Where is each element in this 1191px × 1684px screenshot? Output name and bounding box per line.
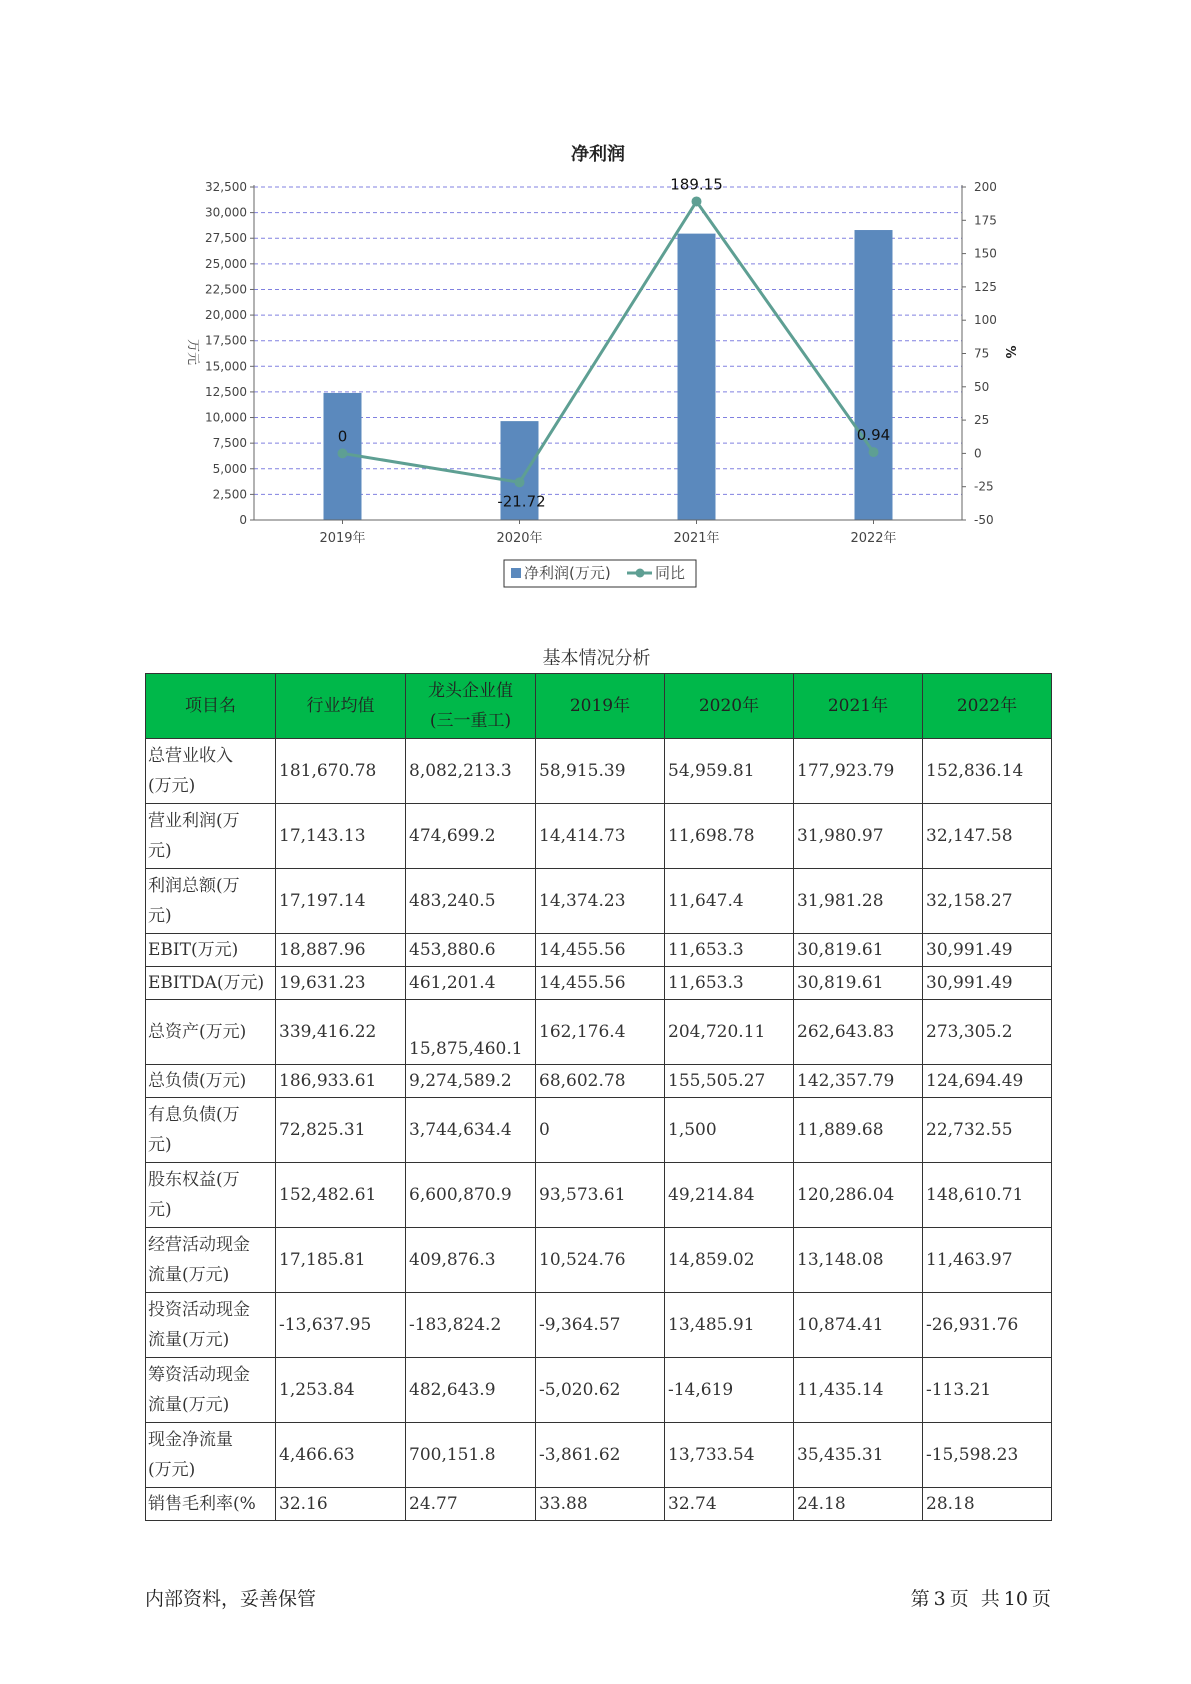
value-cell: 31,981.28 [794, 869, 923, 934]
row-label-cell: 总资产(万元) [146, 1000, 276, 1065]
footer-confidential-note: 内部资料，妥善保管 [145, 1588, 317, 1610]
value-cell: 15,875,460.1 [406, 1000, 536, 1065]
page-total: 10 [1003, 1588, 1028, 1610]
value-cell: 339,416.22 [276, 1000, 406, 1065]
row-label-cell: 股东权益(万 元) [146, 1163, 276, 1228]
row-label-cell: 销售毛利率(% [146, 1488, 276, 1521]
value-cell: 24.18 [794, 1488, 923, 1521]
row-label-cell: 利润总额(万 元) [146, 869, 276, 934]
yoy-point [338, 448, 348, 458]
table-body [146, 739, 1052, 1521]
y2-tick-label: 0 [974, 446, 982, 461]
y2-tick-label: 100 [974, 313, 997, 328]
row-label-cell: 现金净流量 (万元) [146, 1423, 276, 1488]
data-label: 0 [337, 427, 348, 446]
table-row [146, 869, 1052, 934]
value-cell: 32,147.58 [923, 804, 1052, 869]
value-cell: 93,573.61 [536, 1163, 665, 1228]
value-cell: 148,610.71 [923, 1163, 1052, 1228]
row-label-cell: EBIT(万元) [146, 934, 276, 967]
yoy-point [692, 196, 702, 206]
value-cell: 483,240.5 [406, 869, 536, 934]
value-cell: 142,357.79 [794, 1065, 923, 1098]
chart-line [338, 175, 891, 510]
chart-title: 净利润 [571, 144, 625, 165]
value-cell: 9,274,589.2 [406, 1065, 536, 1098]
header-cell: 行业均值 [276, 674, 406, 739]
y-tick-label: 22,500 [205, 282, 247, 297]
value-cell: 11,698.78 [665, 804, 794, 869]
value-cell: 30,991.49 [923, 934, 1052, 967]
x-tick-label: 2020年 [496, 531, 543, 546]
value-cell: -26,931.76 [923, 1293, 1052, 1358]
value-cell: 30,991.49 [923, 967, 1052, 1000]
value-cell: -13,637.95 [276, 1293, 406, 1358]
value-cell: 14,455.56 [536, 967, 665, 1000]
value-cell: 17,185.81 [276, 1228, 406, 1293]
value-cell: 72,825.31 [276, 1098, 406, 1163]
legend-line-marker [636, 569, 645, 578]
value-cell: 0 [536, 1098, 665, 1163]
x-tick-label: 2019年 [319, 531, 366, 546]
value-cell: 10,874.41 [794, 1293, 923, 1358]
y2-tick-label: 150 [974, 246, 997, 261]
y-tick-label: 2,500 [212, 487, 247, 502]
header-cell: 2019年 [536, 674, 665, 739]
value-cell: 14,374.23 [536, 869, 665, 934]
row-label-cell: 筹资活动现金 流量(万元) [146, 1358, 276, 1423]
row-label-cell: 营业利润(万 元) [146, 804, 276, 869]
value-cell: -3,861.62 [536, 1423, 665, 1488]
value-cell: 409,876.3 [406, 1228, 536, 1293]
value-cell: 1,253.84 [276, 1358, 406, 1423]
value-cell: 24.77 [406, 1488, 536, 1521]
value-cell: 155,505.27 [665, 1065, 794, 1098]
x-tick-label: 2021年 [673, 531, 720, 546]
value-cell: 17,197.14 [276, 869, 406, 934]
y-tick-label: 12,500 [205, 384, 247, 399]
value-cell: 120,286.04 [794, 1163, 923, 1228]
value-cell: -14,619 [665, 1358, 794, 1423]
value-cell: 13,148.08 [794, 1228, 923, 1293]
data-label: -21.72 [497, 492, 546, 511]
data-label: 189.15 [670, 175, 723, 194]
header-cell: 龙头企业值 (三一重工) [406, 674, 536, 739]
y2-tick-label: 50 [974, 379, 990, 394]
value-cell: 14,859.02 [665, 1228, 794, 1293]
y2-tick-label: 25 [974, 413, 990, 428]
value-cell: 11,889.68 [794, 1098, 923, 1163]
y-axis-label: 万元 [185, 338, 200, 366]
y2-tick-label: 200 [974, 180, 997, 194]
value-cell: 6,600,870.9 [406, 1163, 536, 1228]
value-cell: 152,836.14 [923, 739, 1052, 804]
header-cell: 项目名 [146, 674, 276, 739]
bar [855, 230, 893, 520]
table-row [146, 967, 1052, 1000]
value-cell: 58,915.39 [536, 739, 665, 804]
value-cell: 30,819.61 [794, 934, 923, 967]
value-cell: 8,082,213.3 [406, 739, 536, 804]
value-cell: -5,020.62 [536, 1358, 665, 1423]
value-cell: 3,744,634.4 [406, 1098, 536, 1163]
footer-page-indicator [907, 1584, 1051, 1611]
value-cell: 11,647.4 [665, 869, 794, 934]
value-cell: 162,176.4 [536, 1000, 665, 1065]
y-tick-label: 17,500 [205, 333, 247, 348]
value-cell: 474,699.2 [406, 804, 536, 869]
y-tick-label: 10,000 [205, 410, 247, 425]
y2-tick-label: 175 [974, 213, 997, 228]
table-row [146, 1488, 1052, 1521]
yoy-point [515, 477, 525, 487]
y-tick-label: 7,500 [212, 436, 247, 451]
table-caption: 基本情况分析 [542, 648, 651, 669]
y2-axis-label: % [1002, 345, 1017, 359]
value-cell: 11,653.3 [665, 934, 794, 967]
value-cell: 19,631.23 [276, 967, 406, 1000]
table-row [146, 934, 1052, 967]
value-cell: 28.18 [923, 1488, 1052, 1521]
chart-bars [324, 230, 893, 520]
table-row [146, 1358, 1052, 1423]
table-row [146, 739, 1052, 804]
value-cell: 11,463.97 [923, 1228, 1052, 1293]
value-cell: 482,643.9 [406, 1358, 536, 1423]
table-row [146, 1163, 1052, 1228]
row-label-cell: 总营业收入 (万元) [146, 739, 276, 804]
value-cell: 181,670.78 [276, 739, 406, 804]
value-cell: 204,720.11 [665, 1000, 794, 1065]
data-label: 0.94 [856, 426, 891, 445]
header-cell: 2021年 [794, 674, 923, 739]
value-cell: -15,598.23 [923, 1423, 1052, 1488]
value-cell: 11,653.3 [665, 967, 794, 1000]
y-tick-label: 25,000 [205, 256, 247, 271]
header-cell: 2020年 [665, 674, 794, 739]
value-cell: 33.88 [536, 1488, 665, 1521]
value-cell: 32,158.27 [923, 869, 1052, 934]
table-header-row [146, 674, 1052, 739]
row-label-cell: EBITDA(万元) [146, 967, 276, 1000]
y2-tick-label: 125 [974, 279, 997, 294]
value-cell: 273,305.2 [923, 1000, 1052, 1065]
value-cell: 177,923.79 [794, 739, 923, 804]
table-row [146, 1293, 1052, 1358]
value-cell: 68,602.78 [536, 1065, 665, 1098]
y2-tick-label: 75 [974, 346, 990, 361]
legend-bar-swatch [511, 568, 521, 578]
value-cell: 262,643.83 [794, 1000, 923, 1065]
value-cell: 14,414.73 [536, 804, 665, 869]
value-cell: 32.74 [665, 1488, 794, 1521]
value-cell: 453,880.6 [406, 934, 536, 967]
legend-line-label: 同比 [655, 564, 686, 582]
value-cell: 14,455.56 [536, 934, 665, 967]
table-row [146, 1065, 1052, 1098]
y-tick-label: 15,000 [205, 359, 247, 374]
value-cell: 30,819.61 [794, 967, 923, 1000]
value-cell: 10,524.76 [536, 1228, 665, 1293]
page-number: 3 [933, 1588, 946, 1610]
legend-bar-label: 净利润(万元) [524, 564, 611, 582]
bar [678, 234, 716, 520]
page-prefix: 第 [910, 1588, 930, 1610]
page-mid: 页 共 [949, 1588, 1000, 1610]
row-label-cell: 有息负债(万 元) [146, 1098, 276, 1163]
value-cell: 18,887.96 [276, 934, 406, 967]
y2-tick-label: -25 [974, 479, 994, 494]
row-label-cell: 投资活动现金 流量(万元) [146, 1293, 276, 1358]
y-tick-label: 30,000 [205, 205, 247, 220]
value-cell: 186,933.61 [276, 1065, 406, 1098]
value-cell: 54,959.81 [665, 739, 794, 804]
y-tick-label: 5,000 [212, 461, 247, 476]
row-label-cell: 经营活动现金 流量(万元) [146, 1228, 276, 1293]
value-cell: 1,500 [665, 1098, 794, 1163]
table-row [146, 804, 1052, 869]
chart-legend [504, 560, 696, 587]
value-cell: 124,694.49 [923, 1065, 1052, 1098]
yoy-point [869, 447, 879, 457]
value-cell: 17,143.13 [276, 804, 406, 869]
value-cell: 700,151.8 [406, 1423, 536, 1488]
table-row [146, 1098, 1052, 1163]
y-tick-label: 27,500 [205, 231, 247, 246]
value-cell: 32.16 [276, 1488, 406, 1521]
y-tick-label: 20,000 [205, 308, 247, 323]
row-label-cell: 总负债(万元) [146, 1065, 276, 1098]
table-row [146, 1423, 1052, 1488]
page-suffix: 页 [1031, 1588, 1051, 1610]
value-cell: -113.21 [923, 1358, 1052, 1423]
value-cell: -183,824.2 [406, 1293, 536, 1358]
x-tick-label: 2022年 [850, 531, 897, 546]
y-tick-label: 0 [239, 513, 247, 527]
value-cell: 13,733.54 [665, 1423, 794, 1488]
table-row [146, 1000, 1052, 1065]
value-cell: 22,732.55 [923, 1098, 1052, 1163]
value-cell: 49,214.84 [665, 1163, 794, 1228]
yoy-line [343, 201, 874, 482]
header-cell: 2022年 [923, 674, 1052, 739]
financial-analysis-table [145, 673, 1052, 1521]
y-tick-label: 32,500 [205, 180, 247, 194]
value-cell: 461,201.4 [406, 967, 536, 1000]
value-cell: 152,482.61 [276, 1163, 406, 1228]
value-cell: 4,466.63 [276, 1423, 406, 1488]
value-cell: 31,980.97 [794, 804, 923, 869]
value-cell: 35,435.31 [794, 1423, 923, 1488]
value-cell: 11,435.14 [794, 1358, 923, 1423]
value-cell: -9,364.57 [536, 1293, 665, 1358]
net-profit-chart [0, 0, 1191, 600]
y2-tick-label: -50 [974, 513, 994, 527]
table-row [146, 1228, 1052, 1293]
value-cell: 13,485.91 [665, 1293, 794, 1358]
